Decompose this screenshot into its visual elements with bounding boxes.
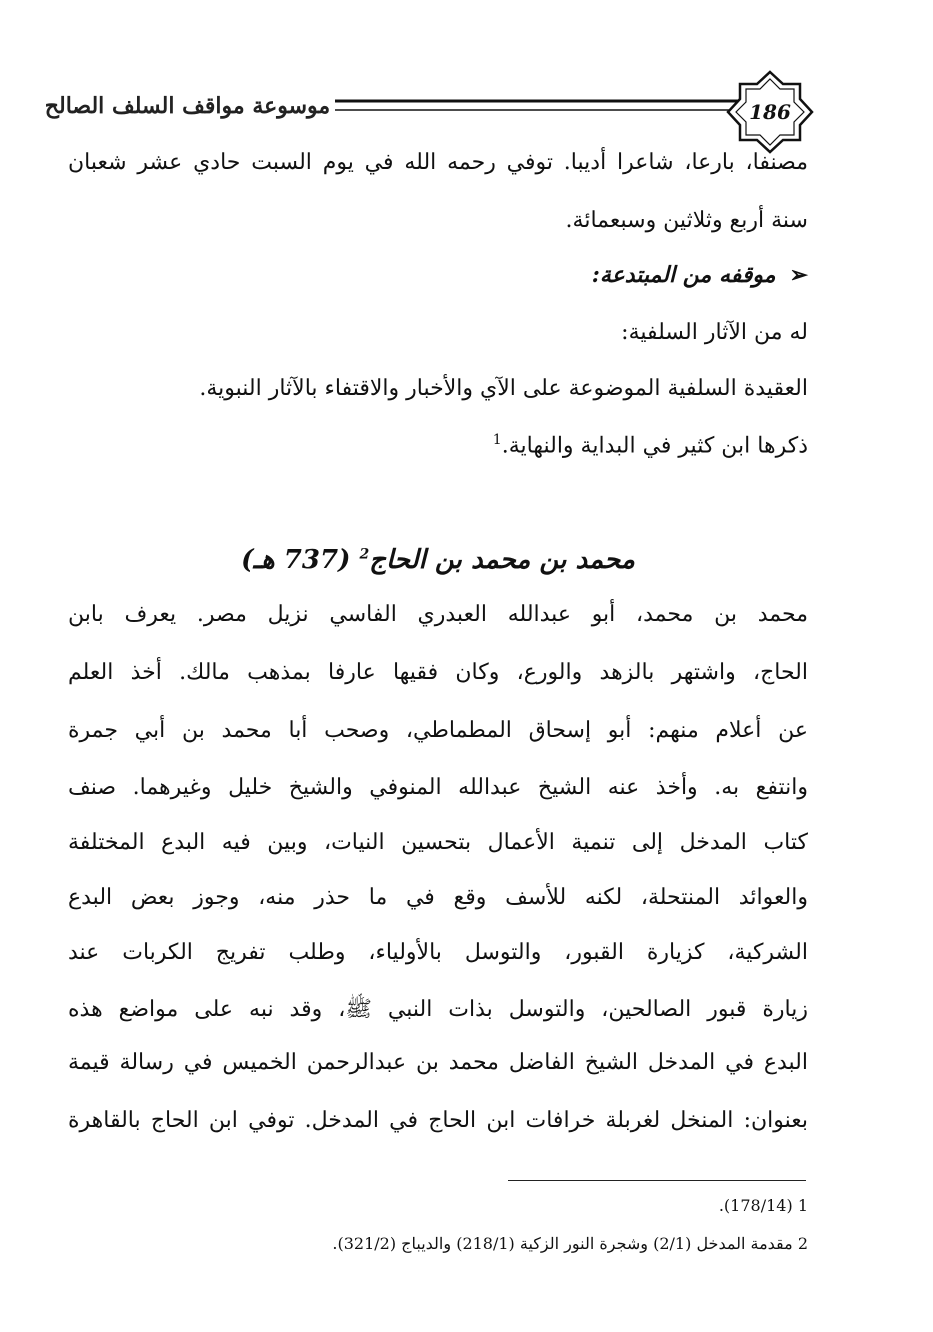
text-line: الحاج، واشتهر بالزهد والورع، وكان فقيها عارفا بمذهب مالك. أخذ العلم: [68, 660, 808, 685]
footnote-text: مقدمة المدخل (2/1) وشجرة النور الزكية (218/1) والديباج (321/2).: [332, 1234, 793, 1253]
footnote-separator: [508, 1180, 806, 1181]
header-ornament: [0, 0, 933, 160]
text-line: سنة أربع وثلاثين وسبعمائة.: [565, 208, 808, 233]
footnote-ref: 1: [492, 432, 502, 448]
text-line: العقيدة السلفية الموضوعة على الآي والأخبار والاقتفاء بالآثار النبوية.: [199, 376, 808, 401]
series-title: موسوعة مواقف السلف الصالح: [44, 93, 331, 119]
text-line: والعوائد المنتحلة، لكنه للأسف وقع في ما حذر منه، وجوز بعض البدع: [68, 885, 808, 910]
text-line: الشركية، كزيارة القبور، والتوسل بالأولياء، وطلب تفريج الكربات عند: [68, 940, 808, 965]
text-line: كتاب المدخل إلى تنمية الأعمال بتحسين النيات، وبين فيه البدع المختلفة: [68, 830, 808, 855]
text-line: مصنفا، بارعا، شاعرا أديبا. توفي رحمه الله في يوم السبت حادي عشر شعبان: [68, 150, 808, 175]
text-line: محمد بن محمد، أبو عبدالله العبدري الفاسي نزيل مصر. يعرف بابن: [68, 602, 808, 627]
subheading: [68, 262, 808, 288]
section-title: [68, 545, 808, 575]
text-line-content: ذكرها ابن كثير في البداية والنهاية.: [501, 433, 808, 459]
page-header: [0, 0, 933, 160]
footnote-text: (178/14).: [718, 1196, 793, 1215]
footnote: [68, 1234, 808, 1253]
subheading-text: موقفه من المبتدعة:: [591, 262, 776, 288]
footnote: [68, 1196, 808, 1215]
text-line: البدع في المدخل الشيخ الفاضل محمد بن عبدالرحمن الخميس في رسالة قيمة: [68, 1050, 808, 1075]
footnote-number: 1: [797, 1196, 808, 1215]
section-title-name: محمد بن محمد بن الحاج: [369, 545, 635, 575]
page-number: 186: [749, 100, 791, 124]
arrow-icon: ➢: [789, 262, 808, 288]
text-line: عن أعلام منهم: أبو إسحاق المطماطي، وصحب أبا محمد بن أبي جمرة: [68, 718, 808, 743]
text-line: وانتفع به. وأخذ عنه الشيخ عبدالله المنوفي والشيخ خليل وغيرهما. صنف: [68, 775, 808, 800]
section-title-date: (737 هـ): [241, 545, 351, 575]
text-line: زيارة قبور الصالحين، والتوسل بذات النبي ﷺ، وقد نبه على مواضع هذه: [68, 997, 808, 1022]
text-line: بعنوان: المنخل لغربلة خرافات ابن الحاج في المدخل. توفي ابن الحاج بالقاهرة: [68, 1108, 808, 1133]
text-line: له من الآثار السلفية:: [621, 320, 808, 345]
footnote-ref: 2: [359, 546, 370, 563]
footnote-number: 2: [797, 1234, 808, 1253]
text-line: [68, 432, 808, 458]
